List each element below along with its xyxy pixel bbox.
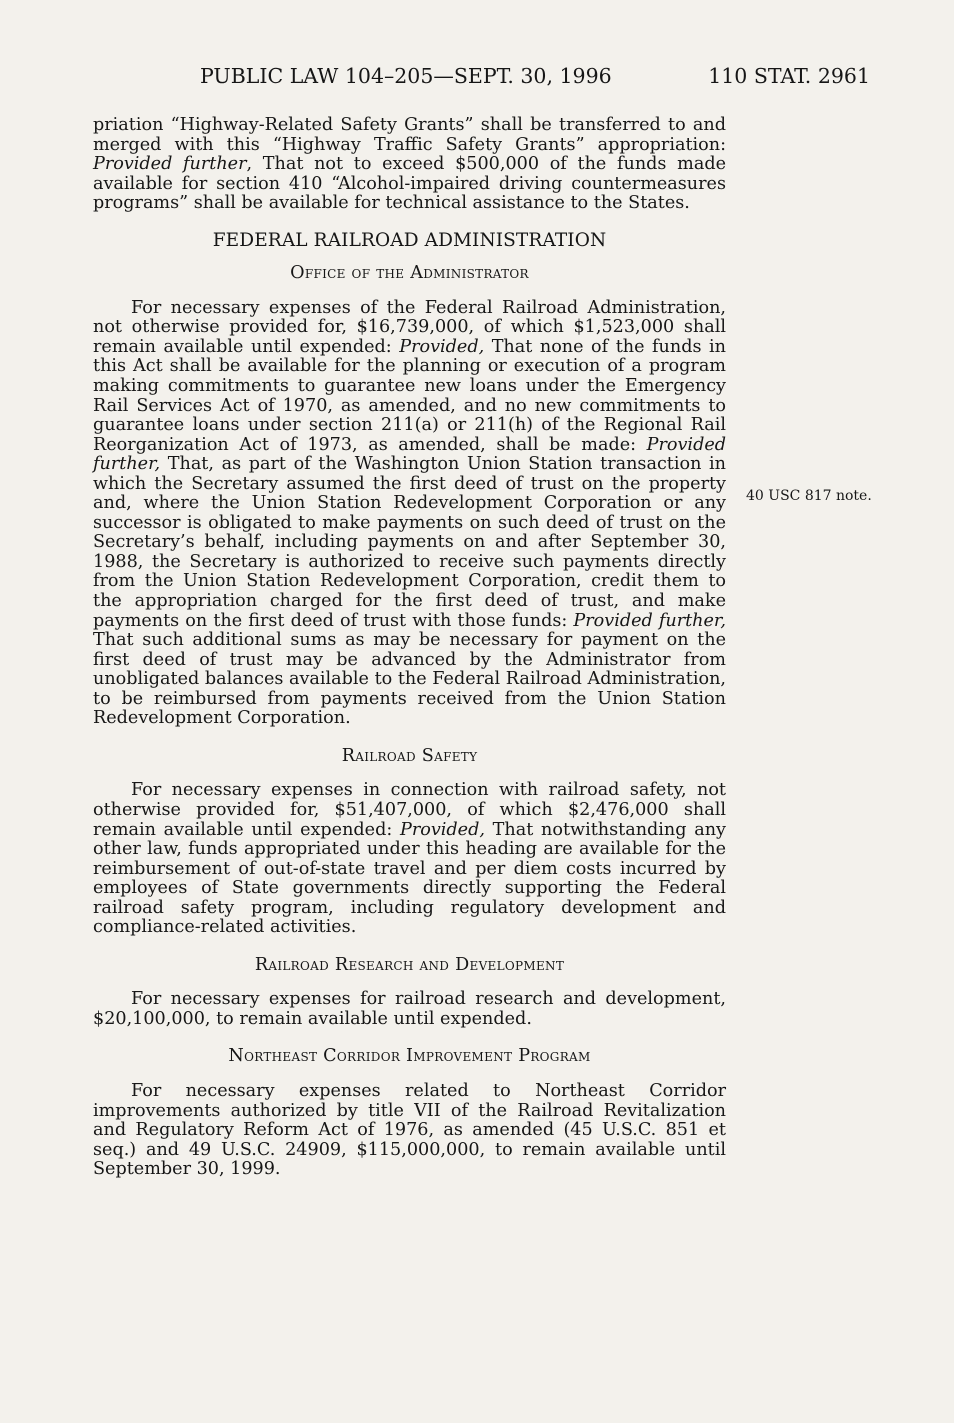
agency-heading: FEDERAL RAILROAD ADMINISTRATION — [212, 229, 607, 251]
marginal-note: 40 USC 817 note. — [746, 488, 872, 504]
office-text-2: That none of the funds in this Act shall be available for the planning or execution of a program making commitments to guarantee new loans under the Emergency Rail Services Act of 1970, as amended, and no new commitments to guarantee loans under section 211(a) or 211(h) of the Regional Rail Reorganization Act of 1973, as amended, shall be made: — [93, 336, 726, 455]
header-stat-page: 110 STAT. 2961 — [708, 64, 870, 88]
office-text-4: That such additional sums as may be necessary for payment on the first deed of trust may be advanced by the Administrator from unobligated balances available to the Federal Railroad Administration, to be reimbursed from payments received from the Union Station Redevelopment Corporation. — [93, 630, 726, 729]
research-heading: Railroad Research and Development — [254, 954, 565, 975]
office-proviso-3: Provided further, — [573, 610, 726, 631]
research-paragraph: For necessary expenses for railroad research and development, $20,100,000, to remain available until expended. — [93, 989, 726, 1029]
office-text-1: For necessary expenses of the Federal Railroad Administration, not otherwise provided for, $16,739,000, of which $1,523,000 shall remain available until expended: — [93, 297, 726, 357]
header-public-law: PUBLIC LAW 104–205—SEPT. 30, 1996 — [200, 64, 612, 88]
safety-paragraph — [93, 781, 726, 937]
office-text-3: That, as part of the Washington Union Station transaction in which the Secretary assumed the first deed of trust on the property and, where the Union Station Redevelopment Corporation or any successor is obligated to make payments on such deed of trust on the Secretary’s behalf, including payments on and after September 30, 1988, the Secretary is authorized to receive such payments directly from the Union Station Redevelopment Corporation, credit them to the appropriation charged for the first deed of trust, and make payments on the first deed of trust with those funds: — [93, 454, 726, 631]
northeast-paragraph: For necessary expenses related to Northeast Corridor improvements authorized by title VII of the Railroad Revitalization and Regulatory Reform Act of 1976, as amended (45 U.S.C. 851 et seq.) and 49 U.S.C. 24909, $115,000,000, to remain available until September 30, 1999. — [93, 1080, 726, 1180]
office-paragraph — [93, 299, 726, 729]
safety-heading: Railroad Safety — [341, 745, 478, 766]
running-header — [200, 64, 870, 92]
intro-paragraph — [93, 116, 726, 214]
office-proviso-1: Provided, — [399, 336, 485, 357]
northeast-heading: Northeast Corridor Improvement Program — [228, 1046, 591, 1067]
office-heading: Office of the Administrator — [290, 263, 529, 284]
intro-text-1: priation “Highway-Related Safety Grants” shall be transferred to and merged with this “Highway Traffic Safety Grants” appropriation: — [93, 115, 726, 155]
intro-proviso: Provided further — [93, 154, 247, 175]
office-proviso-2: Provided further, — [93, 434, 726, 475]
safety-text-2: That notwithstanding any other law, funds appropriated under this heading are available for the reimbursement of out-of-state travel and per diem costs incurred by employees of State governments directly supporting the Federal railroad safety program, including regulatory development and compliance-related activities. — [93, 819, 726, 938]
safety-text-1: For necessary expenses in connection with railroad safety, not otherwise provided for, $51,407,000, of which $2,476,000 shall remain available until expended: — [93, 780, 726, 840]
page-body — [93, 116, 726, 1180]
safety-proviso: Provided, — [400, 819, 485, 840]
intro-text-2: , That not to exceed $500,000 of the funds made available for section 410 “Alcohol-impaired driving countermeasures programs” shall be available for technical assistance to the States. — [93, 154, 726, 214]
